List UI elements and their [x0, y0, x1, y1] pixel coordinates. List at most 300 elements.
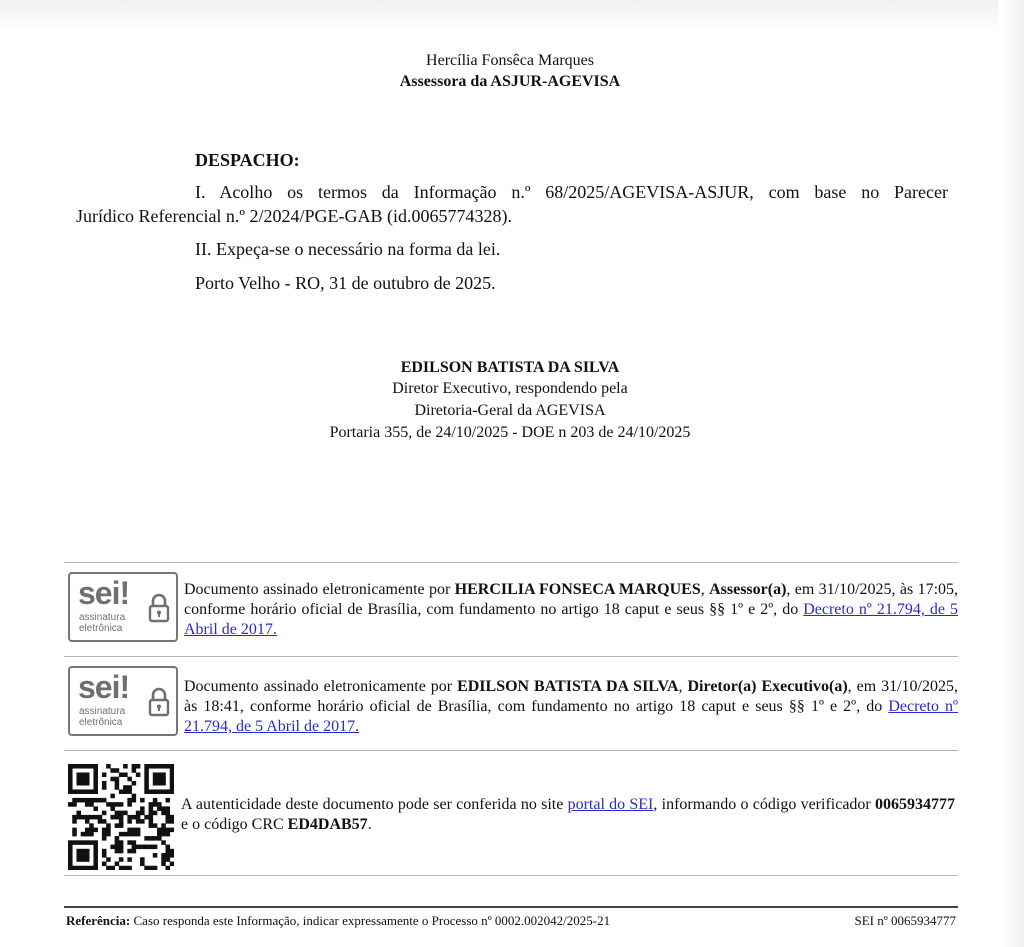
qr-module [76, 764, 81, 769]
qr-module [119, 832, 124, 837]
qr-module [127, 857, 132, 862]
qr-module [149, 823, 154, 828]
qr-module [161, 828, 166, 833]
qr-module [85, 853, 90, 858]
qr-module [123, 772, 128, 777]
qr-module [106, 857, 111, 862]
qr-module [93, 866, 98, 870]
qr-module [140, 811, 145, 816]
qr-module [136, 832, 141, 837]
signer-name: EDILSON BATISTA DA SILVA [400, 359, 620, 376]
qr-module [161, 853, 166, 858]
qr-module [93, 806, 98, 811]
qr-module [132, 849, 137, 854]
qr-module [166, 857, 171, 862]
qr-module [106, 828, 111, 833]
qr-module [136, 772, 141, 777]
qr-module [85, 789, 90, 794]
qr-module [166, 849, 171, 854]
qr-module [102, 781, 107, 786]
qr-module [161, 777, 166, 782]
signer-name-2: EDILSON BATISTA DA SILVA [457, 678, 679, 695]
qr-module [72, 832, 77, 837]
qr-module [102, 828, 107, 833]
qr-module [144, 781, 149, 786]
qr-module [136, 811, 141, 816]
qr-module [68, 802, 73, 807]
qr-module [89, 802, 94, 807]
qr-module [89, 789, 94, 794]
qr-module [81, 857, 86, 862]
qr-module [72, 789, 77, 794]
qr-module [127, 798, 132, 803]
qr-module [149, 764, 154, 769]
qr-module [89, 798, 94, 803]
qr-module [153, 764, 158, 769]
qr-module [68, 866, 73, 870]
qr-module [115, 777, 120, 782]
qr-module [76, 857, 81, 862]
qr-module [72, 840, 77, 845]
qr-module [132, 781, 137, 786]
qr-module [68, 840, 73, 845]
qr-module [123, 811, 128, 816]
sei-seal-logo [68, 572, 178, 642]
qr-module [161, 840, 166, 845]
divider [64, 875, 958, 876]
despacho-place-date: Porto Velho - RO, 31 de outubro de 2025. [195, 273, 496, 293]
footer-divider [64, 906, 958, 908]
qr-module [166, 866, 171, 870]
qr-module [106, 832, 111, 837]
sei-number: SEI nº 0065934777 [854, 913, 956, 928]
qr-module [89, 823, 94, 828]
qr-module [157, 806, 162, 811]
qr-module [119, 840, 124, 845]
qr-module [115, 781, 120, 786]
qr-module [68, 768, 73, 773]
qr-module [136, 815, 141, 820]
qr-module [170, 768, 174, 773]
qr-module [132, 845, 137, 850]
qr-module [144, 764, 149, 769]
qr-module [136, 828, 141, 833]
qr-module [153, 866, 158, 870]
qr-module [157, 764, 162, 769]
qr-module [157, 777, 162, 782]
qr-module [161, 857, 166, 862]
qr-module [115, 802, 120, 807]
qr-module [127, 828, 132, 833]
signer-line2: Diretoria-Geral da AGEVISA [414, 402, 606, 419]
qr-module [127, 789, 132, 794]
qr-module [144, 815, 149, 820]
qr-module [102, 862, 107, 867]
qr-module [81, 866, 86, 870]
qr-module [102, 853, 107, 858]
qr-module [68, 772, 73, 777]
qr-module [170, 819, 174, 824]
divider [64, 750, 958, 751]
qr-module [102, 836, 107, 841]
qr-module [153, 789, 158, 794]
qr-module [98, 798, 103, 803]
signer-name-1: HERCILIA FONSECA MARQUES [454, 581, 701, 598]
qr-module [170, 777, 174, 782]
qr-module [85, 781, 90, 786]
qr-module [132, 828, 137, 833]
qr-module [119, 823, 124, 828]
qr-module [81, 849, 86, 854]
qr-module [136, 764, 141, 769]
qr-module [149, 789, 154, 794]
qr-module [132, 798, 137, 803]
qr-module [132, 768, 137, 773]
qr-module [110, 815, 115, 820]
qr-module [102, 819, 107, 824]
qr-code [68, 764, 174, 870]
qr-module [149, 811, 154, 816]
qr-module [68, 789, 73, 794]
qr-module [170, 764, 174, 769]
qr-module [72, 815, 77, 820]
qr-module [119, 866, 124, 870]
qr-module [157, 832, 162, 837]
qr-module [102, 785, 107, 790]
qr-module [127, 819, 132, 824]
qr-module [166, 832, 171, 837]
qr-module [144, 845, 149, 850]
qr-module [85, 832, 90, 837]
qr-module [76, 798, 81, 803]
qr-module [157, 789, 162, 794]
qr-module [102, 811, 107, 816]
despacho-title: DESPACHO: [195, 150, 300, 170]
qr-module [93, 840, 98, 845]
footer [66, 912, 958, 930]
qr-module [115, 845, 120, 850]
qr-module [93, 764, 98, 769]
qr-module [170, 789, 174, 794]
qr-module [166, 798, 171, 803]
qr-module [68, 849, 73, 854]
qr-module [93, 845, 98, 850]
qr-module [157, 828, 162, 833]
qr-module [81, 772, 86, 777]
qr-module [106, 802, 111, 807]
qr-module [110, 866, 115, 870]
qr-module [110, 806, 115, 811]
qr-module [115, 768, 120, 773]
qr-module [127, 785, 132, 790]
qr-module [76, 866, 81, 870]
qr-module [140, 798, 145, 803]
qr-module [89, 815, 94, 820]
qr-module [153, 823, 158, 828]
seal-subtitle: assinatura eletrônica [79, 706, 126, 728]
decree-link-2[interactable]: Decreto nº 21.794, de 5 Abril de 2017. [184, 698, 959, 735]
sei-portal-link[interactable]: portal do SEI [567, 796, 654, 813]
qr-module [140, 845, 145, 850]
qr-module [140, 862, 145, 867]
qr-module [123, 832, 128, 837]
qr-module [68, 785, 73, 790]
qr-module [102, 798, 107, 803]
qr-module [93, 828, 98, 833]
qr-module [72, 866, 77, 870]
signature-text-1: Documento assinado eletronicamente por HERCILIA FONSECA MARQUES, Assessor(a), em 31/10/2025, às 17:05, conforme horário oficial de Brasília, com fundamento no artigo 18 caput e seus §§ 1º e 2º, do Decreto nº 21.794, de 5 Abril de 2017. [184, 581, 959, 638]
qr-module [85, 866, 90, 870]
qr-module [85, 815, 90, 820]
signer-line3: Portaria 355, de 24/10/2025 - DOE n 203 de 24/10/2025 [329, 424, 691, 441]
qr-module [81, 789, 86, 794]
lock-icon [148, 592, 170, 624]
qr-module [153, 853, 158, 858]
qr-module [93, 768, 98, 773]
qr-module [153, 781, 158, 786]
qr-module [149, 806, 154, 811]
qr-module [140, 857, 145, 862]
qr-module [102, 772, 107, 777]
qr-module [115, 823, 120, 828]
qr-module [144, 777, 149, 782]
qr-module [106, 764, 111, 769]
qr-module [76, 777, 81, 782]
qr-module [153, 772, 158, 777]
qr-module [81, 832, 86, 837]
signer-role-1: Assessor(a) [709, 581, 787, 598]
qr-module [93, 815, 98, 820]
qr-module [93, 777, 98, 782]
qr-module [127, 815, 132, 820]
qr-module [81, 798, 86, 803]
qr-module [170, 853, 174, 858]
qr-module [119, 789, 124, 794]
qr-module [110, 777, 115, 782]
qr-module [93, 857, 98, 862]
qr-module [93, 849, 98, 854]
qr-module [157, 802, 162, 807]
qr-module [170, 781, 174, 786]
qr-module [157, 772, 162, 777]
qr-module [115, 840, 120, 845]
qr-module [153, 836, 158, 841]
qr-module [149, 836, 154, 841]
qr-module [144, 836, 149, 841]
top-shadow [0, 0, 1024, 34]
header-role: Assessora da ASJUR-AGEVISA [399, 73, 621, 90]
qr-module [81, 764, 86, 769]
qr-module [161, 811, 166, 816]
decree-link-1[interactable]: Decreto nº 21.794, de 5 Abril de 2017. [184, 601, 958, 638]
qr-module [123, 789, 128, 794]
qr-module [68, 777, 73, 782]
qr-module [149, 845, 154, 850]
seal-subtitle: assinatura eletrônica [79, 612, 126, 634]
qr-module [127, 840, 132, 845]
signature-block-1 [64, 562, 958, 656]
qr-module [68, 845, 73, 850]
qr-module [123, 866, 128, 870]
qr-module [170, 862, 174, 867]
qr-module [93, 781, 98, 786]
qr-module [127, 802, 132, 807]
qr-module [166, 789, 171, 794]
signature-block-2 [64, 656, 958, 750]
qr-module [110, 794, 115, 799]
qr-module [170, 815, 174, 820]
despacho-item2: II. Expeça-se o necessário na forma da lei. [195, 239, 501, 259]
qr-module [132, 832, 137, 837]
qr-module [166, 811, 171, 816]
qr-module [157, 781, 162, 786]
qr-module [93, 853, 98, 858]
qr-module [85, 802, 90, 807]
qr-module [76, 789, 81, 794]
qr-module [93, 785, 98, 790]
qr-module [93, 862, 98, 867]
qr-module [68, 857, 73, 862]
reference-text: Caso responda este Informação, indicar expressamente o Processo nº 0002.002042/2025-21 [130, 913, 611, 928]
qr-module [81, 815, 86, 820]
qr-module [119, 811, 124, 816]
qr-module [98, 815, 103, 820]
qr-module [153, 777, 158, 782]
qr-module [93, 772, 98, 777]
qr-module [72, 819, 77, 824]
despacho-item1-line1: I. Acolho os termos da Informação n.º 68/2025/AGEVISA-ASJUR, com base no Parecer [195, 182, 948, 202]
qr-module [85, 849, 90, 854]
qr-module [72, 798, 77, 803]
qr-module [72, 802, 77, 807]
qr-module [166, 845, 171, 850]
qr-module [85, 840, 90, 845]
qr-module [76, 853, 81, 858]
qr-module [85, 777, 90, 782]
qr-module [161, 789, 166, 794]
qr-module [119, 815, 124, 820]
qr-module [85, 819, 90, 824]
qr-module [149, 802, 154, 807]
qr-module [149, 866, 154, 870]
qr-module [85, 828, 90, 833]
qr-module [85, 764, 90, 769]
qr-module [68, 862, 73, 867]
qr-module [102, 849, 107, 854]
qr-module [123, 764, 128, 769]
qr-module [89, 764, 94, 769]
seal-word: sei! [78, 575, 130, 611]
qr-module [127, 832, 132, 837]
qr-module [149, 819, 154, 824]
qr-module [149, 815, 154, 820]
right-shadow [998, 0, 1024, 947]
sei-seal-logo [68, 666, 178, 736]
qr-module [166, 764, 171, 769]
reference-label: Referência: [66, 913, 131, 928]
qr-module [76, 840, 81, 845]
qr-module [144, 785, 149, 790]
qr-module [136, 845, 141, 850]
qr-module [106, 823, 111, 828]
qr-module [76, 811, 81, 816]
qr-module [119, 772, 124, 777]
qr-module [89, 832, 94, 837]
qr-module [170, 828, 174, 833]
authenticity-text: A autenticidade deste documento pode ser conferida no site portal do SEI, informando o código verificador 0065934777 e o código CRC ED4DAB57. [181, 796, 956, 833]
qr-module [153, 811, 158, 816]
qr-module [123, 785, 128, 790]
qr-module [85, 798, 90, 803]
qr-module [153, 845, 158, 850]
qr-module [136, 819, 141, 824]
qr-module [93, 798, 98, 803]
qr-module [106, 866, 111, 870]
qr-module [161, 772, 166, 777]
qr-module [68, 764, 73, 769]
qr-module [140, 819, 145, 824]
qr-module [102, 832, 107, 837]
qr-module [76, 815, 81, 820]
qr-module [166, 806, 171, 811]
signer-role-2: Diretor(a) Executivo(a) [687, 678, 848, 695]
qr-module [161, 862, 166, 867]
qr-module [89, 828, 94, 833]
lock-icon [148, 686, 170, 718]
qr-module [161, 823, 166, 828]
qr-module [81, 777, 86, 782]
qr-module [115, 811, 120, 816]
qr-module [89, 840, 94, 845]
qr-module [76, 781, 81, 786]
qr-module [170, 849, 174, 854]
qr-module [119, 802, 124, 807]
qr-module [115, 849, 120, 854]
qr-module [161, 764, 166, 769]
qr-module [157, 836, 162, 841]
qr-module [166, 815, 171, 820]
qr-module [93, 789, 98, 794]
verification-code: 0065934777 [875, 796, 956, 813]
qr-module [68, 781, 73, 786]
qr-module [144, 789, 149, 794]
qr-module [144, 768, 149, 773]
qr-module [119, 819, 124, 824]
qr-module [85, 857, 90, 862]
seal-word: sei! [78, 669, 130, 705]
qr-module [166, 853, 171, 858]
header-name: Hercília Fonsêca Marques [426, 52, 594, 69]
qr-module [89, 866, 94, 870]
qr-module [132, 840, 137, 845]
qr-module [81, 853, 86, 858]
qr-module [110, 802, 115, 807]
qr-module [72, 764, 77, 769]
qr-module [76, 772, 81, 777]
qr-module [153, 802, 158, 807]
qr-module [161, 806, 166, 811]
qr-module [166, 819, 171, 824]
qr-module [144, 866, 149, 870]
crc-code: ED4DAB57 [287, 816, 368, 833]
qr-module [132, 764, 137, 769]
qr-module [76, 849, 81, 854]
qr-module [115, 785, 120, 790]
signature-text-2: Documento assinado eletronicamente por EDILSON BATISTA DA SILVA, Diretor(a) Executivo(a), em 31/10/2025, às 18:41, conforme horário oficial de Brasília, com fundamento no artigo 18 caput e seus §§ 1º e 2º, do Decreto nº 21.794, de 5 Abril de 2017. [184, 678, 959, 735]
qr-module [132, 794, 137, 799]
qr-module [115, 862, 120, 867]
qr-module [166, 828, 171, 833]
